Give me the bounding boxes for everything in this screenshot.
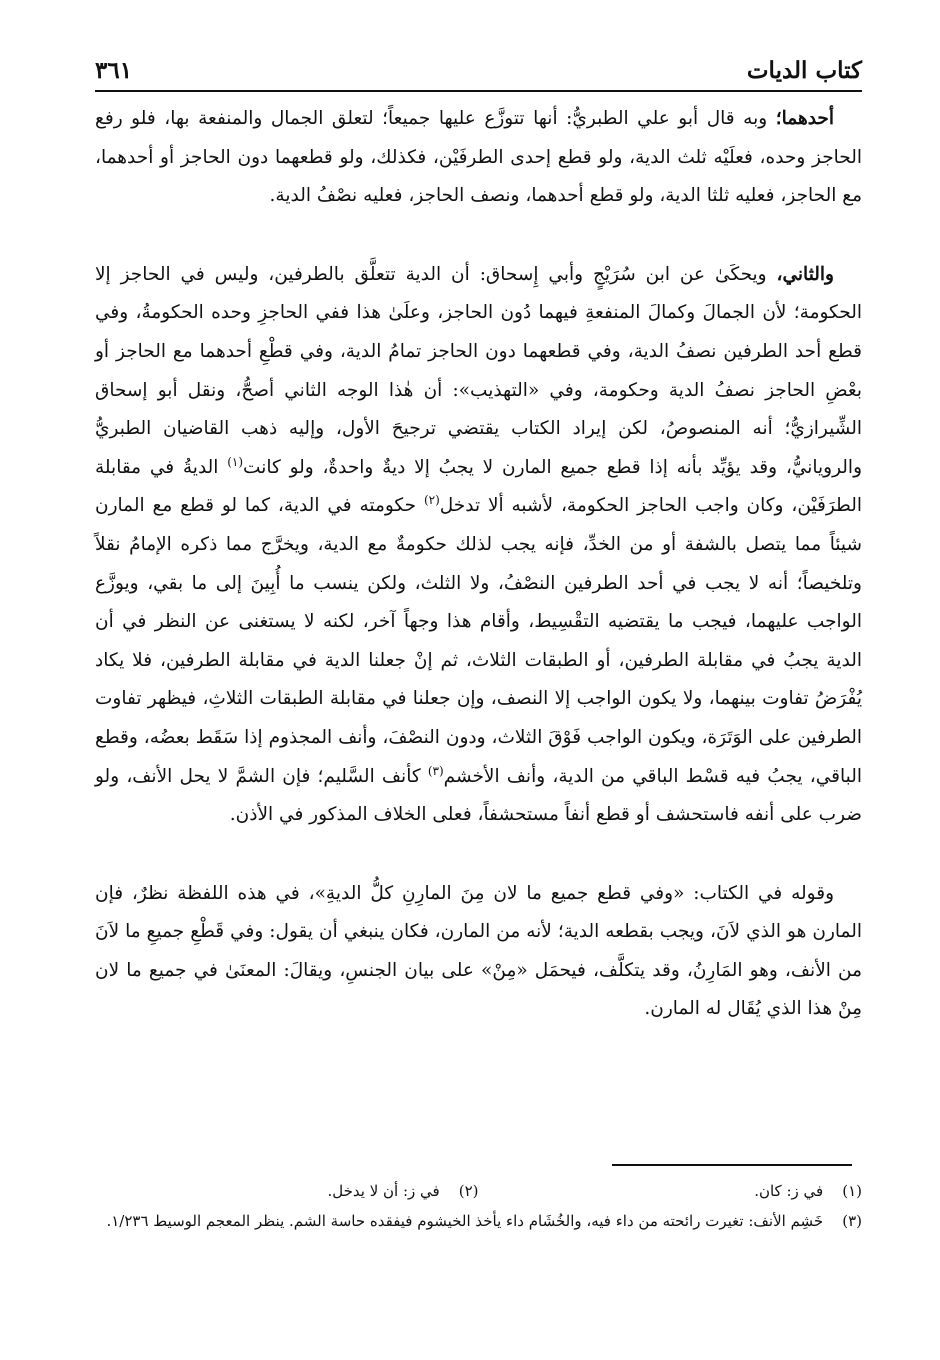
footnote-number: (٢) — [458, 1182, 479, 1200]
chapter-title: كتاب الديات — [746, 57, 862, 84]
paragraph-lead: والثاني، — [776, 263, 834, 285]
running-header — [95, 40, 862, 84]
footnote-ref[interactable]: (١) — [227, 454, 244, 469]
paragraph-text: الديةُ في مقابلة الطرَفَيْن، وكان واجب الحاجز الحكومة، لأشبه ألا تدخل — [95, 456, 862, 517]
footnote-item — [95, 1206, 862, 1236]
footnote-row — [95, 1176, 862, 1206]
footnote-text: في ز: كان. — [754, 1182, 824, 1200]
paragraph-first-view — [95, 100, 862, 216]
paragraph-second-view — [95, 256, 862, 835]
paragraph-text: حكومته في الدية، كما لو قطع مع المارن شيئاً مما يتصل بالشفة أو من الخدِّ، فإنه يجب لذلك حكومةٌ مع الدية، ويخرَّج مما ذكره الإمامُ نقلاً وتلخيصاً؛ أنه لا يجب في أحد الطرفين النصْفُ، ولا الثلث، ولكن ينسب ما أُبِينَ إلى ما بقي، ويوزَّع الواجب عليهما، فيجب ما يقتضيه التقْسِيط، وأقام هذا وجهاً آخر، لكنه لا يستغنى عن النظر في أن الدية يجبُ في مقابلة الطرفين، أو الطبقات الثلاث، ثم إنْ جعلنا الدية في مقابلة الطرفين، فلا يكاد يُفْرَضُ تفاوت بينهما، ولا يكون الواجب إلا النصف، وإن جعلنا في مقابلة الطبقات الثلاثِ، فيظهر تفاوت الطرفين على الوَتَرَة، ويكون الواجب فَوْقَ الثلاث، ودون النصْفَ، وأنف المجذوم إذا سَقَط بعضُه، وقطع الباقي، يجبُ فيه قسْط الباقي من الدية، وأنف الأخشم — [95, 495, 862, 787]
header-divider — [95, 90, 862, 92]
main-text — [95, 100, 862, 1029]
footnote-item — [479, 1176, 863, 1206]
footnote-item — [95, 1176, 479, 1206]
footnote-number: (١) — [842, 1182, 862, 1200]
footnote-ref[interactable]: (٣) — [427, 763, 444, 778]
footnote-number: (٣) — [842, 1212, 862, 1230]
page-number: ٣٦١ — [95, 57, 133, 84]
paragraph-text: وبه قال أبو علي الطبريُّ: أنها تتوزَّع عليها جميعاً؛ لتعلق الجمال والمنفعة بها، فلو رفع الحاجز وحده، فعلَيْه ثلث الدية، ولو قطع إحدى الطرفَيْن، فكذلك، ولو قطعهما دون الحاجز أو أحدهما، مع الحاجز، فعليه ثلثا الدية، ولو قطع أحدهما، ونصف الحاجز، فعليه نصْفُ الدية. — [95, 108, 862, 207]
paragraph-commentary — [95, 875, 862, 1029]
paragraph-text: وقوله في الكتاب: «وفي قطع جميع ما لان مِنَ المارِنِ كلُّ الديةِ»، في هذه اللفظة نظرٌ، فإن المارن هو الذي لاَنَ، ويجب بقطعه الدية؛ لأنه من المارن، فكان ينبغي أن يقول: وفي قَطْعِ جميعِ ما لاَنَ من الأنف، وهو المَارِنُ، وقد يتكلَّف، فيحمَل «مِنْ» على بيان الجنسِ، ويقالَ: المعنَىٰ في جميع ما لان مِنْ هذا الذي يُقَال له المارن. — [95, 882, 862, 1020]
paragraph-lead: أحدهما؛ — [775, 108, 834, 129]
footnotes — [95, 1176, 862, 1236]
footnote-text: خَشِم الأنف: تغيرت رائحته من داء فيه، والخُشَام داء يأخذ الخيشوم فيفقده حاسة الشم. ينظر المعجم الوسيط ١/٢٣٦. — [106, 1212, 824, 1230]
footnote-divider — [612, 1164, 852, 1166]
paragraph-text: ويحكَىٰ عن ابن سُرَيْجٍ وأبي إِسحاق: أن الدية تتعلَّق بالطرفين، وليس في الحاجز إلا الحكومة؛ لأن الجمالَ وكمالَ المنفعةِ فيهما دُون الحاجز، وعلَىٰ هذا ففي الحاجزِ وحده الحكومةُ، وفي قطع أحد الطرفين نصفُ الدية، وفي قطعهما دون الحاجز تمامُ الدية، وفي قطْعِ أحدهما مع الحاجز أو بعْضِ الحاجز نصفُ الدية وحكومة، وفي «التهذيب»: أن هٰذا الوجه الثاني أصحُّ، ونقل أبو إسحاق الشِّيرازيُّ؛ أنه المنصوصُ، لكن إيراد الكتاب يقتضي ترجيحَ الأول، وإليه ذهب القاضيان الطبريُّ والرويانيُّ، وقد يؤيِّد بأنه إذا قطع جميع المارن لا يجبُ إلا ديةٌ واحدةٌ، ولو كانت — [95, 263, 862, 478]
footnote-text: في ز: أن لا يدخل. — [327, 1182, 440, 1200]
footnote-ref[interactable]: (٢) — [423, 493, 440, 508]
paragraph-text: كأنف السَّليم؛ فإن الشمَّ لا يحل الأنف، ولو ضرب على أنفه فاستحشف أو قطع أنفاً مستحشفاً، فعلى الخلاف المذكور في الأذن. — [95, 765, 862, 826]
